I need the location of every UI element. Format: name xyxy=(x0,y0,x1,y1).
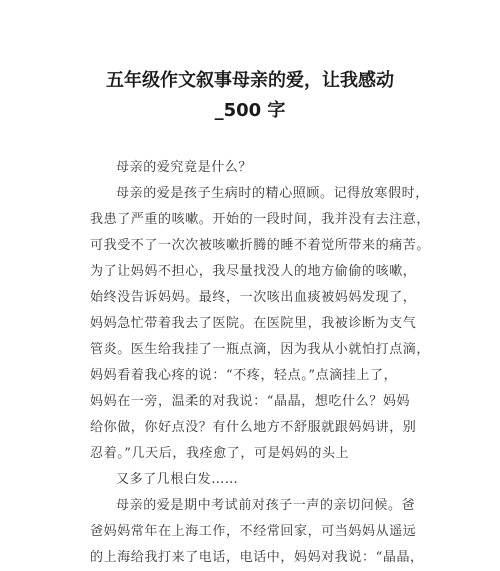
document-title-line-1: 五年级作文叙事母亲的爱，让我感动 xyxy=(106,70,394,91)
body-line: 又多了几根白发…… xyxy=(116,472,239,487)
body-line: 给你做，你好点没？有什么地方不舒服就跟妈妈讲，别 xyxy=(90,420,417,435)
body-line: 爸妈妈常年在上海工作，不经常回家，可当妈妈从遥远 xyxy=(90,524,417,539)
body-line: 母亲的爱是期中考试前对孩子一声的亲切问候。爸 xyxy=(116,498,416,513)
body-line: 为了让妈妈不担心，我尽量找没人的地方偷偷的咳嗽， xyxy=(90,264,417,279)
body-line: 忍着。”几天后，我痊愈了，可是妈妈的头上 xyxy=(90,446,350,461)
body-line: 可我受不了一次次被咳嗽折腾的睡不着觉所带来的痛苦。 xyxy=(90,238,431,253)
body-line: 始终没告诉妈妈。最终，一次咳出血痰被妈妈发现了， xyxy=(90,290,417,305)
body-line: 管炎。医生给我挂了一瓶点滴，因为我从小就怕打点滴， xyxy=(90,342,431,357)
body-line: 我患了严重的咳嗽。开始的一段时间，我并没有去注意， xyxy=(90,212,431,227)
body-line: 的上海给我打来了电话，电话中，妈妈对我说：“晶晶， xyxy=(90,550,424,565)
body-line: 母亲的爱究竟是什么？ xyxy=(116,160,253,175)
body-line: 妈妈看着我心疼的说：“不疼，轻点。”点滴挂上了， xyxy=(90,368,398,383)
body-line: 妈妈急忙带着我去了医院。在医院里，我被诊断为支气 xyxy=(90,316,417,331)
document-title-line-2: _500 字 xyxy=(214,100,286,121)
body-line: 母亲的爱是孩子生病时的精心照顾。记得放寒假时， xyxy=(116,186,429,201)
body-line: 妈妈在一旁，温柔的对我说：“晶晶，想吃什么？妈妈 xyxy=(90,394,411,409)
